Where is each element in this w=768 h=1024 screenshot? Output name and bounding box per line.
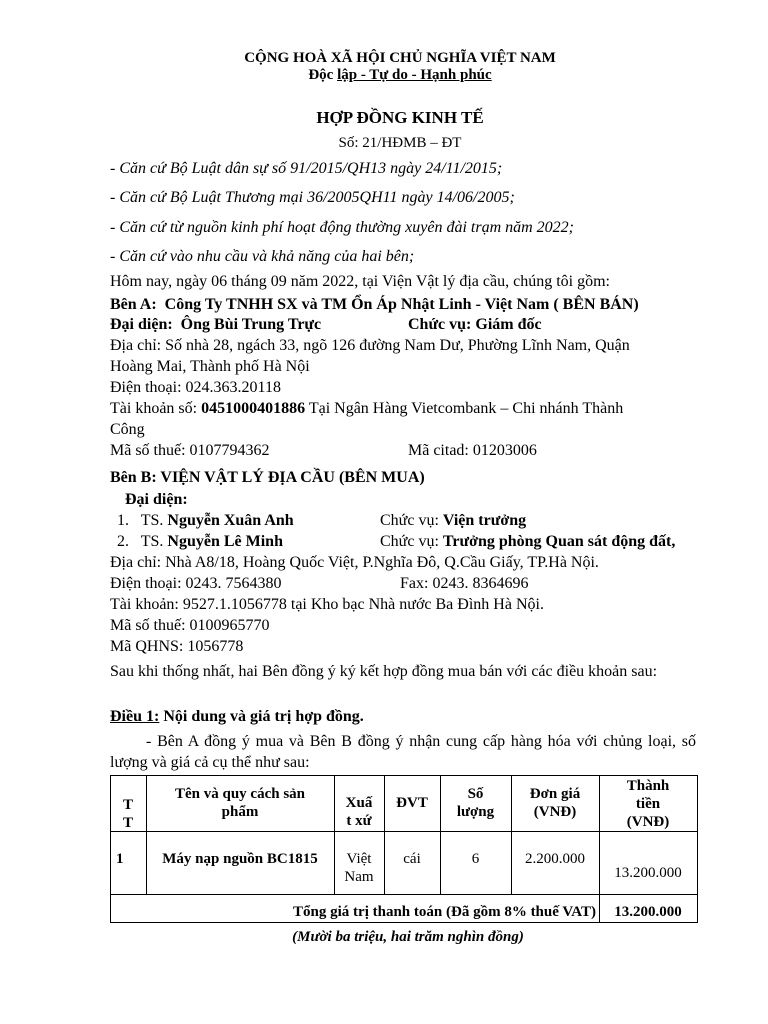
goods-table xyxy=(110,775,698,923)
basis-line: - Căn cứ Bộ Luật Thương mại 36/2005QH11 ngày 14/06/2005; xyxy=(110,189,515,206)
row-product-name: Máy nạp nguồn BC1815 xyxy=(162,851,318,867)
party-a-tax: Mã số thuế: 0107794362 xyxy=(110,442,270,459)
intro-line: Hôm nay, ngày 06 tháng 09 năm 2022, tại Viện Vật lý địa cầu, chúng tôi gồm: xyxy=(110,273,610,290)
table-border xyxy=(110,894,698,895)
rep-position-label: Chức vụ: xyxy=(380,533,439,550)
party-b-tax: Mã số thuế: 0100965770 xyxy=(110,617,270,634)
row-origin-text: Việt xyxy=(346,851,372,867)
header-text: Đơn giá xyxy=(529,786,581,802)
row-quantity: 6 xyxy=(471,851,480,867)
party-a-address: Hoàng Mai, Thành phố Hà Nội xyxy=(110,358,310,375)
party-a-position: Chức vụ: Giám đốc xyxy=(408,316,542,333)
party-a-citad: Mã citad: 01203006 xyxy=(408,442,537,459)
header-origin xyxy=(334,794,384,830)
party-b-rep-row xyxy=(117,512,294,530)
contract-title: HỢP ĐỒNG KINH TẾ xyxy=(316,108,484,127)
header-product xyxy=(146,785,334,821)
rep-name: Nguyễn Lê Minh xyxy=(167,533,283,550)
party-a-bank: Công xyxy=(110,421,145,438)
header-text: t xứ xyxy=(346,813,372,829)
party-b-phone: Điện thoại: 0243. 7564380 xyxy=(110,575,282,592)
party-a-account-number: 0451000401886 xyxy=(201,400,306,417)
party-a-label: Bên A: xyxy=(110,296,157,313)
motto xyxy=(0,67,768,84)
article-1-desc: - Bên A đồng ý mua và Bên B đồng ý nhận cung cấp hàng hóa với chủng loại, số lượng và giá cả cụ thể như sau: xyxy=(110,733,696,771)
header-text: lượng xyxy=(456,804,495,820)
party-a-address: Địa chỉ: Số nhà 28, ngách 33, ngõ 126 đường Nam Dư, Phường Lĩnh Nam, Quận xyxy=(110,337,630,354)
table-border xyxy=(110,922,698,923)
table-border xyxy=(110,775,698,776)
rep-index: 2. xyxy=(117,533,129,550)
basis-line: - Căn cứ từ nguồn kinh phí hoạt động thường xuyên đài trạm năm 2022; xyxy=(110,219,575,236)
party-b-rep-row xyxy=(117,533,283,551)
party-b-rep-position xyxy=(380,512,526,530)
header-text: Xuấ xyxy=(345,795,373,811)
sum-label: Tổng giá trị thanh toán (Đã gồm 8% thuế VAT) xyxy=(293,904,596,920)
agreement-text: Sau khi thống nhất, hai Bên đồng ý ký kết hợp đồng mua bán với các điều khoản sau: xyxy=(110,663,658,680)
contract-number: Số: 21/HĐMB – ĐT xyxy=(338,135,462,151)
row-total: 13.200.000 xyxy=(614,865,682,881)
party-a-rep-label: Đại diện: xyxy=(110,316,173,333)
basis-line: - Căn cứ Bộ Luật dân sự số 91/2015/QH13 ngày 24/11/2015; xyxy=(110,160,503,177)
header-text: tiền xyxy=(635,796,661,812)
header-text: Số xyxy=(467,786,484,802)
row-origin xyxy=(334,850,384,886)
rep-position: Trưởng phòng Quan sát động đất, xyxy=(442,533,676,550)
header-total xyxy=(599,777,697,831)
rep-index: 1. xyxy=(117,512,129,529)
rep-title: TS. xyxy=(140,512,164,529)
header-unit: ĐVT xyxy=(396,795,428,811)
article-1-heading xyxy=(110,708,364,726)
party-a-account-label: Tài khoản số: xyxy=(110,400,198,417)
row-index: 1 xyxy=(116,851,124,867)
party-b-address: Địa chỉ: Nhà A8/18, Hoàng Quốc Việt, P.Nghĩa Đô, Q.Cầu Giấy, TP.Hà Nội. xyxy=(110,554,599,571)
party-a-rep-name: Ông Bùi Trung Trực xyxy=(180,316,322,333)
table-border xyxy=(110,831,698,832)
party-b-account: Tài khoản: 9527.1.1056778 tại Kho bạc Nhà nước Ba Đình Hà Nội. xyxy=(110,596,544,613)
party-b-qhns: Mã QHNS: 1056778 xyxy=(110,638,244,655)
party-b-rep-position xyxy=(380,533,675,551)
party-b-rep-label: Đại diện: xyxy=(125,491,188,508)
header-text: (VNĐ) xyxy=(533,804,577,820)
party-a-account xyxy=(110,400,623,418)
party-a-name: Công Ty TNHH SX và TM Ổn Áp Nhật Linh - Việt Nam ( BÊN BÁN) xyxy=(164,296,639,313)
rep-position-label: Chức vụ: xyxy=(380,512,439,529)
header-quantity xyxy=(440,785,511,821)
row-origin-text: Nam xyxy=(344,869,374,885)
article-1-label: Điều 1: xyxy=(110,708,160,725)
rep-name: Nguyễn Xuân Anh xyxy=(167,512,294,529)
table-border xyxy=(384,775,385,894)
header-text: (VNĐ) xyxy=(626,814,670,830)
motto-rest: lập - Tự do - Hạnh phúc xyxy=(337,67,492,83)
party-b-heading: Bên B: VIỆN VẬT LÝ ĐỊA CẦU (BÊN MUA) xyxy=(110,469,425,486)
party-a-heading xyxy=(110,296,639,314)
header-text: T xyxy=(122,797,133,813)
basis-line: - Căn cứ vào nhu cầu và khả năng của hai bên; xyxy=(110,248,415,265)
header-text: Tên và quy cách sản xyxy=(174,786,306,802)
motto-prefix: Độc xyxy=(308,67,338,83)
header-unit-price xyxy=(511,785,599,821)
header-text: T xyxy=(122,815,133,831)
country-name: CỘNG HOÀ XÃ HỘI CHỦ NGHĨA VIỆT NAM xyxy=(244,50,556,66)
header-text: phẩm xyxy=(221,804,259,820)
rep-title: TS. xyxy=(140,533,164,550)
header-tt xyxy=(110,796,146,832)
sum-value: 13.200.000 xyxy=(614,904,682,920)
party-a-bank: Tại Ngân Hàng Vietcombank – Chi nhánh Thành xyxy=(308,400,624,417)
party-a-rep xyxy=(110,316,321,334)
party-a-phone: Điện thoại: 024.363.20118 xyxy=(110,379,281,396)
row-unit: cái xyxy=(403,851,421,867)
rep-position: Viện trưởng xyxy=(442,512,527,529)
party-b-fax: Fax: 0243. 8364696 xyxy=(400,575,529,592)
article-1-title: Nội dung và giá trị hợp đồng. xyxy=(159,708,364,725)
row-unit-price: 2.200.000 xyxy=(525,851,585,867)
header-text: Thành xyxy=(626,778,670,794)
amount-in-words: (Mười ba triệu, hai trăm nghìn đồng) xyxy=(292,929,524,945)
table-border xyxy=(697,775,698,923)
